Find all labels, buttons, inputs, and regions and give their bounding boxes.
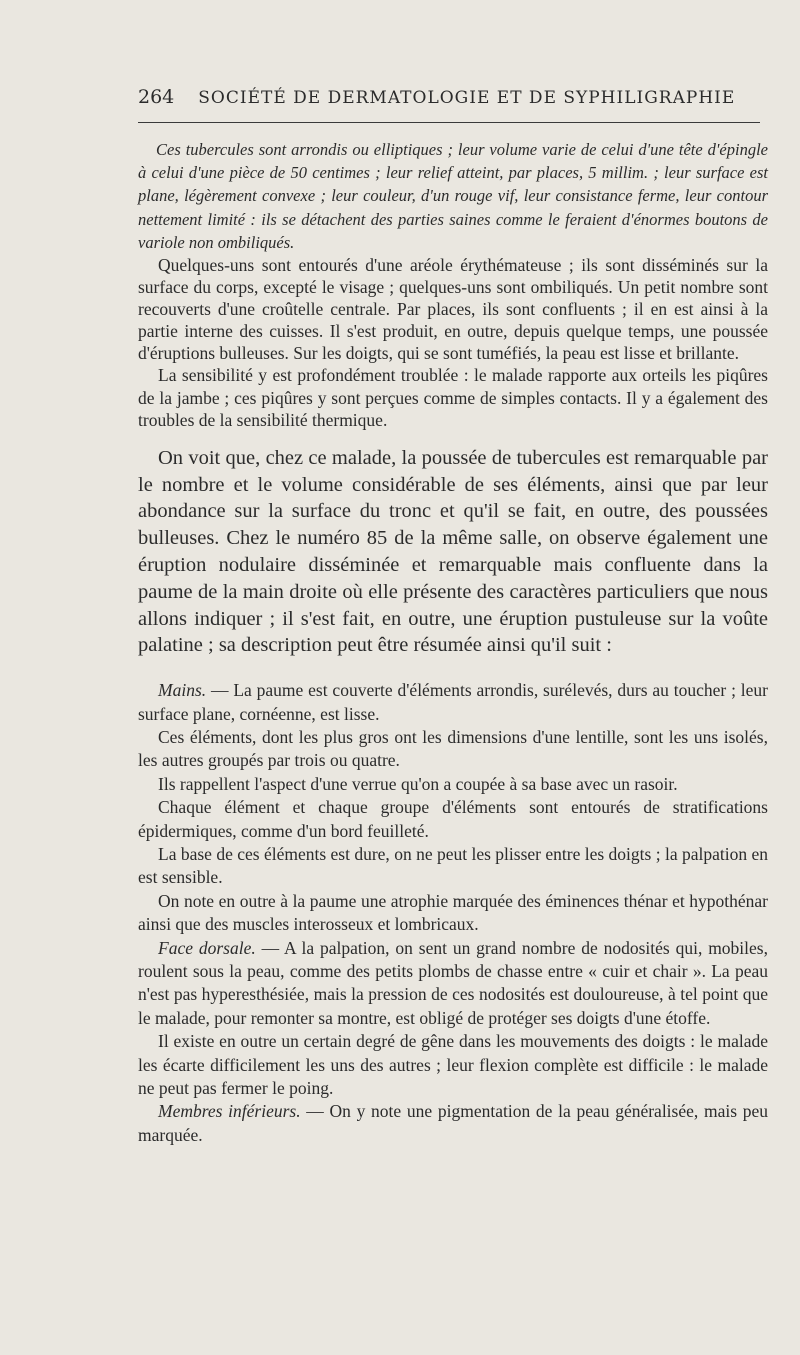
section-lead: Mains. bbox=[158, 680, 207, 701]
running-header bbox=[138, 86, 760, 108]
case-description bbox=[138, 679, 768, 1147]
running-title: SOCIÉTÉ DE DERMATOLOGIE ET DE SYPHILIGRAPHIE bbox=[198, 88, 736, 108]
page-number: 264 bbox=[138, 86, 175, 108]
section-lead: Membres inférieurs. bbox=[158, 1101, 301, 1122]
paragraph: Membres inférieurs. — On y note une pigmentation de la peau généralisée, mais peu marquée. bbox=[138, 1101, 768, 1145]
paragraph: La base de ces éléments est dure, on ne peut les plisser entre les doigts ; la palpation en est sensible. bbox=[138, 843, 768, 888]
paragraph: Il existe en outre un certain degré de gêne dans les mouvements des doigts : le malade les écarte difficilement les uns des autres ; leur flexion complète est difficile : le malade ne peut pas fermer le poing. bbox=[138, 1031, 768, 1099]
paragraph: Quelques-uns sont entourés d'une aréole érythémateuse ; ils sont disséminés sur la surface du corps, excepté le visage ; quelques-uns sont ombiliqués. Un petit nombre sont recouverts d'une croûtelle centrale. Par places, ils sont confluents ; il en est ainsi à la partie interne des cuisses. Il s'est produit, en outre, depuis quelque temps, une poussée d'éruptions bulleuses. Sur les doigts, qui se sont tuméfiés, la peau est lisse et brillante. bbox=[138, 255, 768, 364]
paragraph: Chaque élément et chaque groupe d'éléments sont entourés de stratifications épidermiques, comme d'un bord feuilleté. bbox=[138, 797, 768, 841]
paragraph: La sensibilité y est profondément troublée : le malade rapporte aux orteils les piqûres de la jambe ; ces piqûres y sont perçues comme de simples contacts. Il y a également des troubles de la sensibilité thermique. bbox=[138, 365, 768, 430]
paragraph: Mains. — La paume est couverte d'éléments arrondis, surélevés, durs au toucher ; leur surface plane, cornéenne, est lisse. bbox=[138, 680, 768, 724]
small-paragraphs bbox=[138, 254, 768, 431]
paragraph: Ces éléments, dont les plus gros ont les dimensions d'une lentille, sont les uns isolés, les autres groupés par trois ou quatre. bbox=[138, 726, 768, 771]
page-body bbox=[138, 138, 768, 1147]
header-rule bbox=[138, 122, 760, 123]
italic-paragraph: Ces tubercules sont arrondis ou elliptiques ; leur volume varie de celui d'une tête d'épingle à celui d'une pièce de 50 centimes ; leur relief atteint, par places, 5 millim. ; leur surface est plane, légèrement convexe ; leur couleur, d'un rouge vif, leur consistance ferme, leur contour nettement limité : ils se détachent des parties saines comme le feraient d'énormes boutons de variole non ombiliqués. bbox=[138, 140, 768, 252]
paragraph: Ils rappellent l'aspect d'une verrue qu'on a coupée à sa base avec un rasoir. bbox=[158, 773, 678, 794]
large-paragraphs bbox=[138, 445, 768, 659]
paragraph: On voit que, chez ce malade, la poussée de tubercules est remarquable par le nombre et le volume considérable de ses éléments, ainsi que par leur abondance sur la surface du tronc et qu'il se fait, en outre, des poussées bulleuses. Chez le numéro 85 de la même salle, on observe également une éruption nodulaire disséminée et remarquable mais confluente dans la paume de la main droite où elle présente des caractères particuliers que nous allons indiquer ; il s'est fait, en outre, une éruption pustuleuse sur la voûte palatine ; sa description peut être résumée ainsi qu'il suit : bbox=[138, 446, 768, 657]
paragraph: Face dorsale. — A la palpation, on sent un grand nombre de nodosités qui, mobiles, roulent sous la peau, comme des petits plombs de chasse entre « cuir et chair ». La peau n'est pas hyperesthésiée, mais la pression de ces nodosités est douloureuse, à tel point que le malade, pour remonter sa montre, est obligé de protéger ses doigts d'une étoffe. bbox=[138, 937, 768, 1028]
paragraph: On note en outre à la paume une atrophie marquée des éminences thénar et hypothénar ainsi que des muscles interosseux et lombricaux. bbox=[138, 890, 768, 935]
section-lead: Face dorsale. bbox=[158, 937, 256, 958]
